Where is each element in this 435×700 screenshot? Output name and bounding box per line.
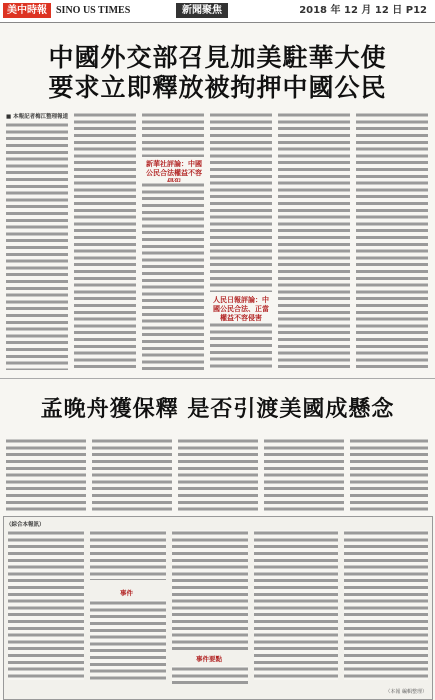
article2-column-1 xyxy=(6,438,86,514)
article2-column-2 xyxy=(92,438,172,514)
article1-column-6 xyxy=(356,112,428,370)
box-column-3 xyxy=(172,530,248,650)
box-subhead-key-points: 事件要點 xyxy=(196,655,222,663)
article1-column-3 xyxy=(142,182,204,370)
box-column-2b xyxy=(90,600,166,680)
divider xyxy=(0,378,435,379)
box-column-2 xyxy=(90,530,166,580)
issue-date: 2018 年 12 月 12 日 P12 xyxy=(299,5,427,16)
article1-column-4 xyxy=(210,322,272,370)
subhead-xinhua: 新華社評論：中國公民合法權益不容 xyxy=(146,160,202,177)
headline-meng-wanzhou: 孟晚舟獲保釋 是否引渡美國成懸念 xyxy=(40,397,395,422)
box-column-3b xyxy=(172,666,248,684)
box-column-5 xyxy=(344,530,428,680)
headline-line-1: 中國外交部召見加美駐華大使 xyxy=(48,43,387,72)
article1-column-2 xyxy=(74,112,136,370)
box-subhead-event: 事件 xyxy=(120,589,133,597)
article1-column-5 xyxy=(278,112,350,370)
article1-column-3-top xyxy=(142,112,204,157)
article1-column-1 xyxy=(6,122,68,370)
article2-column-3 xyxy=(178,438,258,514)
article2-column-4 xyxy=(264,438,344,514)
box-column-4 xyxy=(254,530,338,680)
byline: ■ 本報記者梅江整理報道 xyxy=(6,114,69,120)
section-label: 新聞聚焦 xyxy=(176,3,228,18)
subhead-peoples-daily: 人民日報評論：中國公民合法、正當權益不容侵害 xyxy=(213,296,269,322)
article2-column-5 xyxy=(350,438,428,514)
newspaper-name-en: SINO US TIMES xyxy=(56,5,131,16)
headline-line-2: 要求立即釋放被拘押中國公民 xyxy=(48,73,387,102)
box-column-1 xyxy=(8,530,84,680)
editor-credit: （本報 編輯整理） xyxy=(385,689,427,695)
summary-box-label: （綜合本報訊） xyxy=(6,522,45,528)
article1-column-4-top xyxy=(210,112,272,292)
newspaper-logo: 美中時報 xyxy=(3,3,51,18)
masthead xyxy=(0,0,435,23)
